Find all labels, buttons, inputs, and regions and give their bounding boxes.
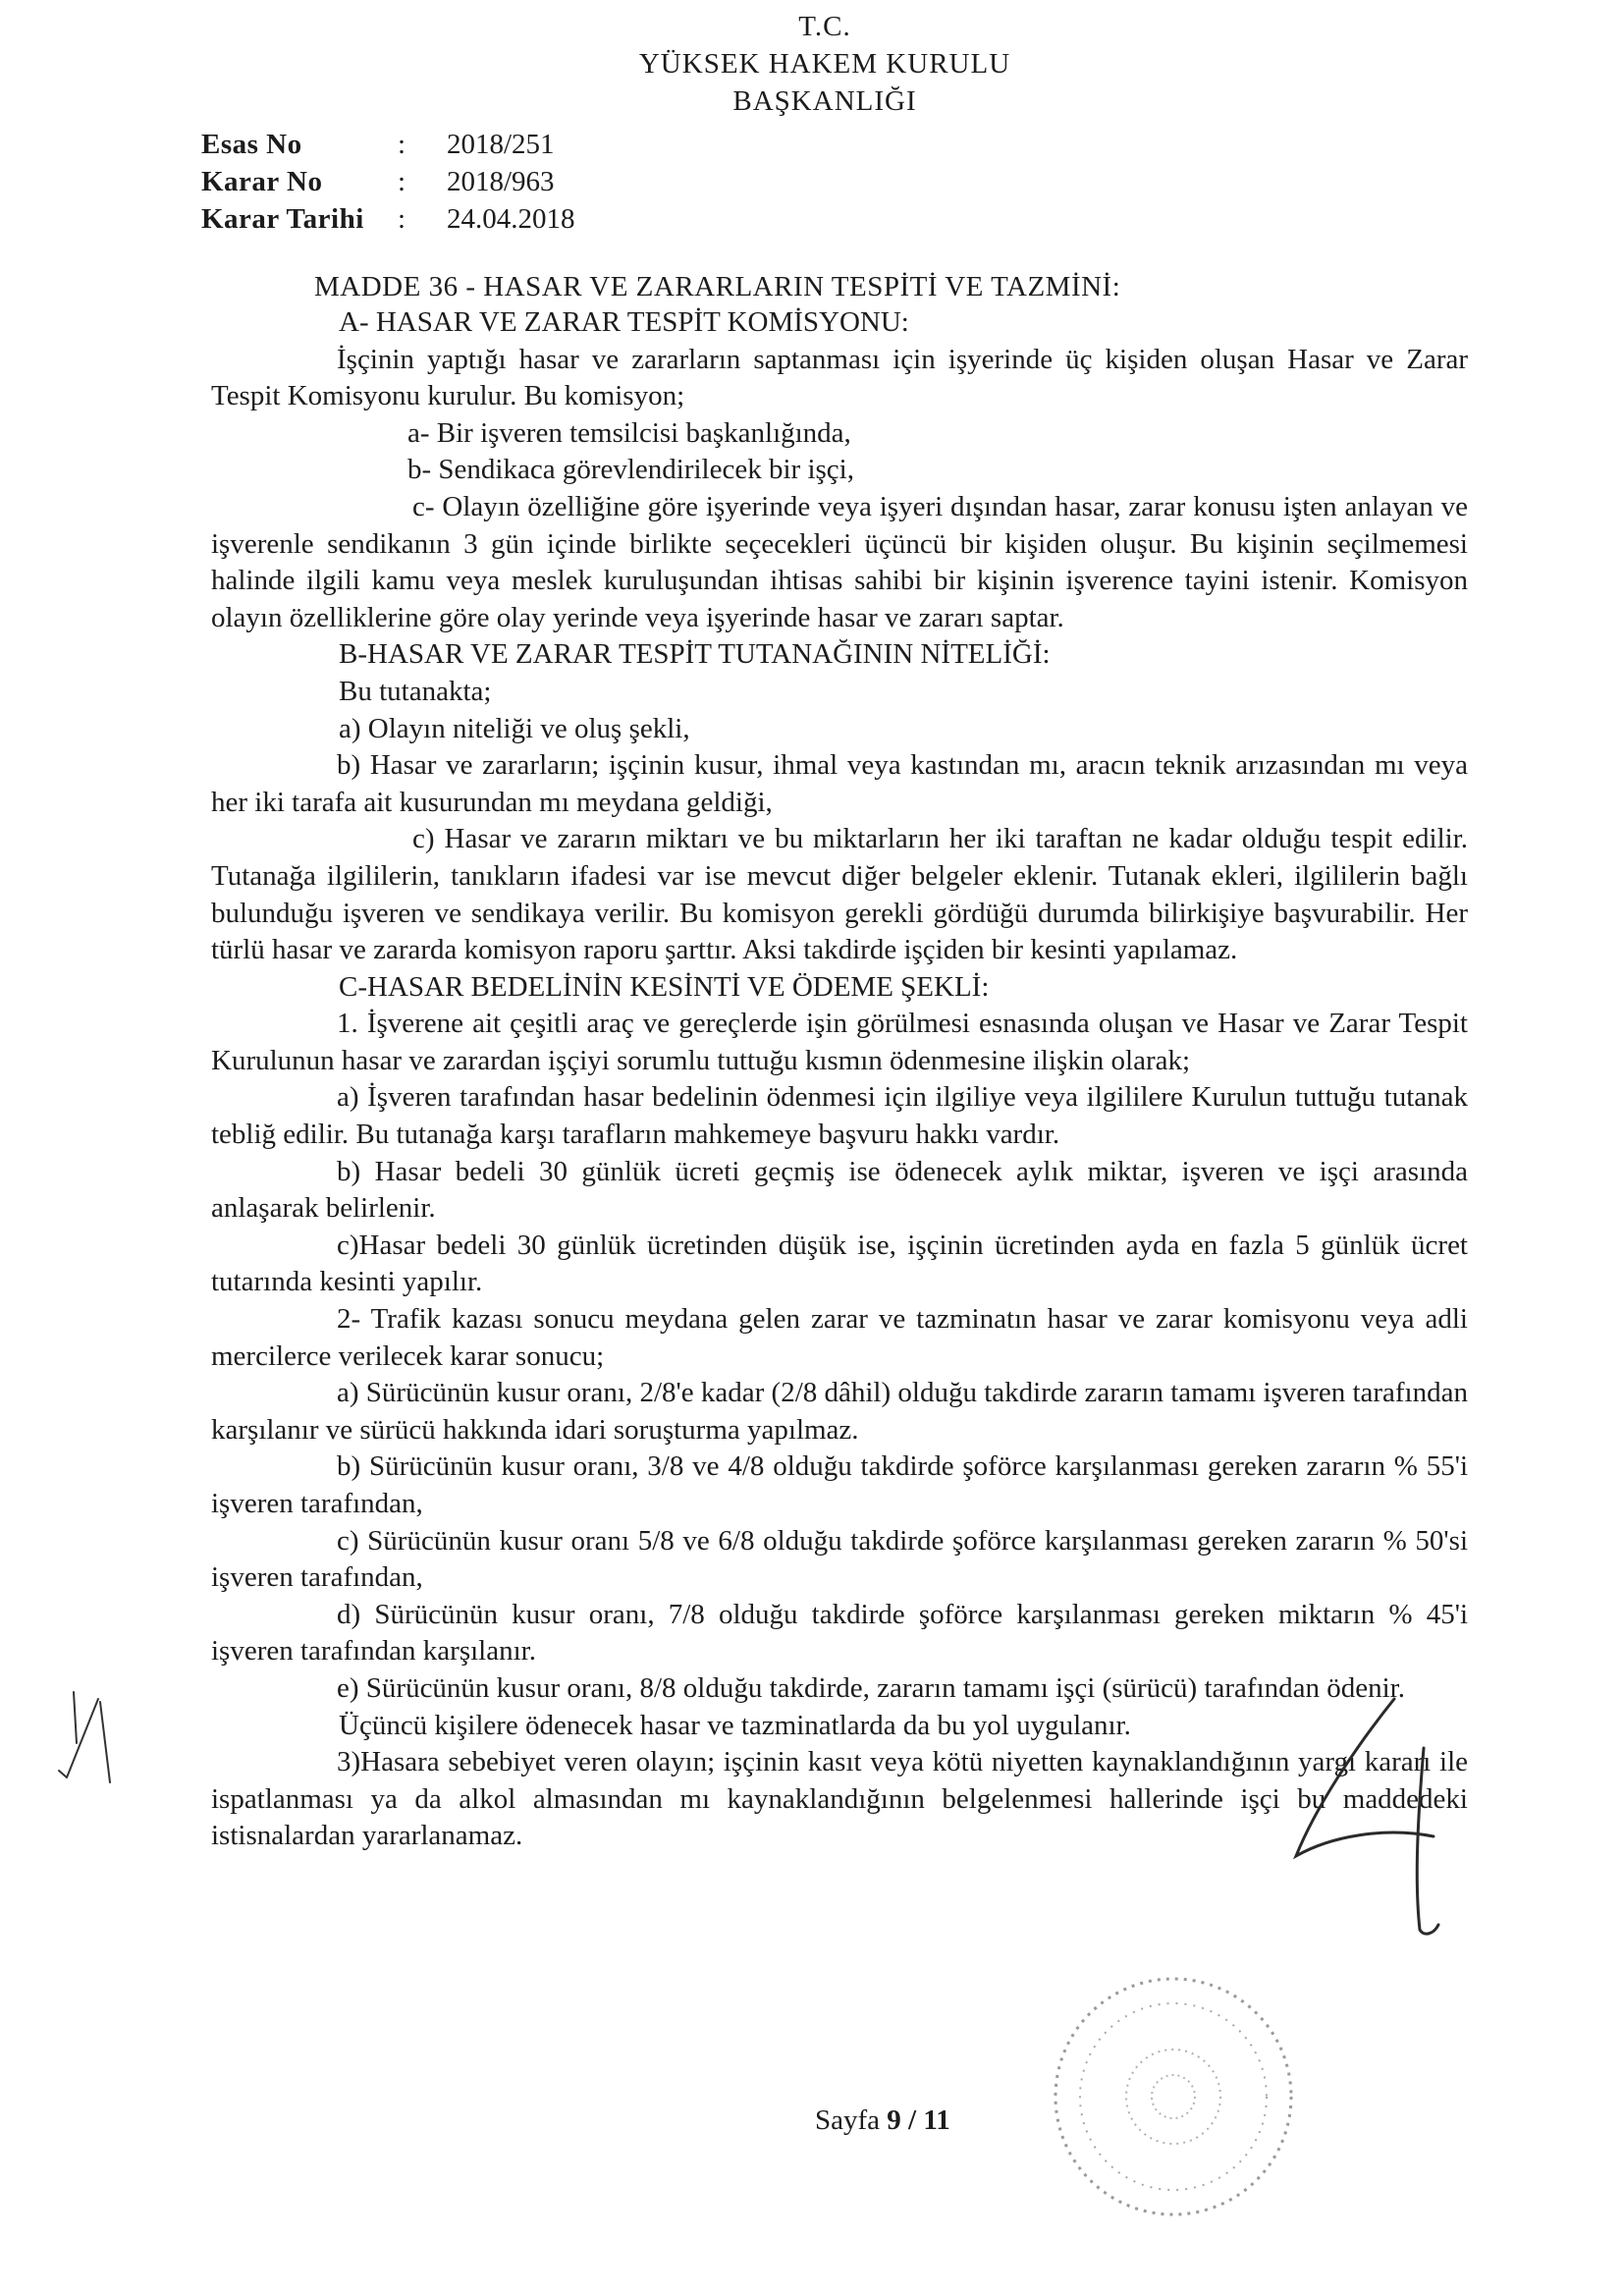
article-title: MADDE 36 - HASAR VE ZARARLARIN TESPİTİ VE TAZMİNİ:: [314, 271, 1121, 302]
meta-label: Esas No: [201, 129, 302, 160]
section-c-heading: C-HASAR BEDELİNİN KESİNTİ VE ÖDEME ŞEKLİ:: [339, 970, 990, 1003]
meta-value: 2018/251: [447, 129, 555, 160]
meta-value: 2018/963: [447, 166, 555, 197]
meta-label: Karar No: [201, 166, 323, 197]
header-court-name: YÜKSEK HAKEM KURULU: [638, 48, 1011, 80]
section-a-item-b: b- Sendikaca görevlendirilecek bir işçi,: [407, 454, 854, 486]
section-a-item-a: a- Bir işveren temsilcisi başkanlığında,: [407, 416, 851, 449]
section-c-p1a: a) İşveren tarafından hasar bedelinin ödenmesi için ilgiliye veya ilgililere Kurulun tuttuğu tutanak tebliğ edilir. Bu tutanağa karşı tarafların mahkemeye başvuru hakkı vardır.: [211, 1081, 1468, 1151]
handwritten-signature: [1237, 1689, 1483, 1944]
section-b-item-b: b) Hasar ve zararların; işçinin kusur, ihmal veya kastından mı, aracın teknik arızasından mı veya her iki tarafa ait kusurundan mı meydana geldiği,: [211, 749, 1468, 818]
section-b-intro: Bu tutanakta;: [339, 675, 492, 707]
article-body: [211, 304, 1468, 1855]
official-round-stamp: [1026, 1949, 1321, 2244]
section-c-p1b: b) Hasar bedeli 30 günlük ücreti geçmiş ise ödenecek aylık miktar, işveren ve işçi arasında anlaşarak belirlenir.: [211, 1155, 1468, 1225]
section-c-p1: 1. İşverene ait çeşitli araç ve gereçlerde işin görülmesi esnasında oluşan ve Hasar ve Zarar Tespit Kurulunun hasar ve zarardan işçiyi sorumlu tuttuğu kısmın ödenmesine ilişkin olarak;: [211, 1008, 1468, 1076]
meta-row-esas: Esas No : 2018/251: [201, 126, 575, 163]
section-b-item-a: a) Olayın niteliği ve oluş şekli,: [339, 712, 690, 744]
margin-initial-signature: [39, 1684, 147, 1792]
case-meta: [201, 126, 575, 238]
header-tc: T.C.: [798, 11, 851, 42]
header-presidency: BAŞKANLIĞI: [732, 85, 917, 117]
section-a-item-c: c- Olayın özelliğine göre işyerinde veya işyeri dışından hasar, zarar konusu işten anlayan ve işverenle sendikanın 3 gün içinde birlikte seçecekleri üçüncü bir kişiden oluşur. Bu kişinin seçilmemesi halinde ilgili kamu veya meslek kuruluşundan ihtisas sahibi bir kişinin işverence tayini istenir. Komisyon olayın özelliklerine göre olay yerinde veya işyerinde hasar ve zararı saptar.: [211, 490, 1468, 633]
meta-value: 24.04.2018: [447, 203, 575, 235]
page-label: Sayfa: [815, 2105, 881, 2136]
section-c-p2e: e) Sürücünün kusur oranı, 8/8 olduğu takdirde, zararın tamamı işçi (sürücü) tarafından ödenir.: [337, 1671, 1405, 1704]
page-footer: [815, 2105, 950, 2137]
section-c-p2a: a) Sürücünün kusur oranı, 2/8'e kadar (2/8 dâhil) olduğu takdirde zararın tamamı işveren tarafından karşılanır ve sürücü hakkında idari soruşturma yapılmaz.: [211, 1377, 1468, 1446]
section-b-item-c: c) Hasar ve zararın miktarı ve bu miktarların her iki taraftan ne kadar olduğu tespit edilir. Tutanağa ilgililerin, tanıkların ifadesi var ise mevcut diğer belgeler eklenir. Tutanak ekleri, ilgililerin bağlı bulunduğu işveren ve sendikaya verilir. Bu komisyon gerekli gördüğü durumda bilirkişiye başvurabilir. Her türlü hasar ve zararda komisyon raporu şarttır. Aksi takdirde işçiden bir kesinti yapılamaz.: [211, 823, 1468, 966]
section-a-intro: İşçinin yaptığı hasar ve zararların saptanması için işyerinde üç kişiden oluşan Hasar ve Zarar Tespit Komisyonu kurulur. Bu komisyon;: [211, 343, 1468, 412]
section-a-heading: A- HASAR VE ZARAR TESPİT KOMİSYONU:: [339, 306, 909, 338]
meta-label: Karar Tarihi: [201, 203, 364, 235]
section-c-p2b: b) Sürücünün kusur oranı, 3/8 ve 4/8 olduğu takdirde şoförce karşılanması gereken zararın % 55'i işveren tarafından,: [211, 1450, 1468, 1519]
page-number: 9 / 11: [887, 2105, 950, 2136]
section-c-p1c: c)Hasar bedeli 30 günlük ücretinden düşük ise, işçinin ücretinden ayda en fazla 5 günlük ücret tutarında kesinti yapılır.: [211, 1229, 1468, 1298]
section-c-p3: 3)Hasara sebebiyet veren olayın; işçinin kasıt veya kötü niyetten kaynaklandığının yargı kararı ile ispatlanması ya da alkol almasından mı kaynaklandığının belgelenmesi hallerinde işçi bu maddedeki istisnalardan yararlanamaz.: [211, 1746, 1468, 1852]
section-c-p2: 2- Trafik kazası sonucu meydana gelen zarar ve tazminatın hasar ve zarar komisyonu veya adli mercilerce verilecek karar sonucu;: [211, 1303, 1468, 1372]
section-c-p2f: Üçüncü kişilere ödenecek hasar ve tazminatlarda da bu yol uygulanır.: [339, 1709, 1131, 1741]
section-c-p2c: c) Sürücünün kusur oranı 5/8 ve 6/8 olduğu takdirde şoförce karşılanması gereken zararın % 50'si işveren tarafından,: [211, 1524, 1468, 1594]
meta-row-tarih: Karar Tarihi : 24.04.2018: [201, 200, 575, 238]
section-b-heading: B-HASAR VE ZARAR TESPİT TUTANAĞININ NİTELİĞİ:: [339, 638, 1051, 671]
meta-row-karar: Karar No : 2018/963: [201, 163, 575, 200]
section-c-p2d: d) Sürücünün kusur oranı, 7/8 olduğu takdirde şoförce karşılanması gereken miktarın % 45'i işveren tarafından karşılanır.: [211, 1598, 1468, 1667]
